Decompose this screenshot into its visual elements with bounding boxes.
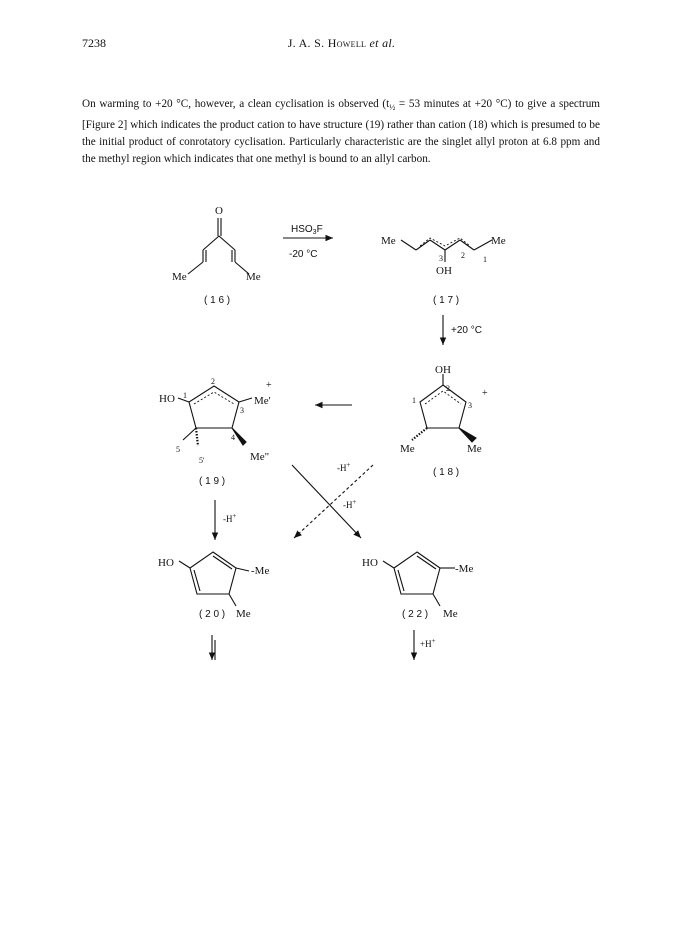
label-compound-20: ( 2 0 ) [199, 609, 226, 620]
half-life-subscript: ½ [389, 103, 396, 113]
atom-ho-22: HO [362, 557, 378, 569]
atom-me-18-right: Me [467, 443, 482, 455]
atom-o-16: O [215, 205, 223, 217]
atom-n1-18: 1 [412, 396, 416, 405]
running-head-authors: J. A. S. Howell [287, 36, 367, 50]
label-compound-16: ( 1 6 ) [204, 295, 231, 306]
label-plus-h-22: +H+ [420, 637, 436, 649]
atom-me-17-left: Me [381, 235, 396, 247]
compound-19-structure [178, 386, 252, 446]
running-head-etal: et al. [369, 36, 396, 50]
atom-me-20-right: -Me [251, 565, 270, 577]
compound-22-structure [383, 552, 455, 606]
charge-19: + [266, 380, 272, 391]
atom-me-18-left: Me [400, 443, 415, 455]
atom-n2-19: 2 [211, 377, 215, 386]
atom-oh-18: OH [435, 364, 451, 376]
page-number: 7238 [82, 36, 106, 50]
compound-17-structure [401, 238, 492, 262]
paragraph-part-1: On warming to +20 °C, however, a clean cyclisation is observed (t [82, 98, 390, 110]
atom-meprime-19: Me' [254, 395, 271, 407]
reagent-label: $HSO_3F$ [291, 224, 323, 236]
atom-n1-17: 1 [483, 255, 487, 264]
label-minus-h-dashed: -H+ [337, 461, 351, 473]
label-minus-h-19-20: -H+ [223, 512, 237, 524]
charge-18: + [482, 388, 488, 399]
atom-oh-17: OH [436, 265, 452, 277]
atom-n2-17: 2 [461, 251, 465, 260]
label-compound-18: ( 1 8 ) [433, 467, 460, 478]
atom-me-16-left: Me [172, 271, 187, 283]
atom-n2-18: 2 [446, 384, 450, 393]
atom-me-20-bottom: Me [236, 608, 251, 620]
label-compound-17: ( 1 7 ) [433, 295, 460, 306]
atom-n3-19: 3 [240, 406, 244, 415]
arrow-18-to-20 [294, 465, 373, 538]
atom-n3-17: 3 [439, 254, 443, 263]
atom-n4-19: 4 [231, 433, 235, 442]
label-minus-h-solid: -H+ [343, 498, 357, 510]
label-compound-19: ( 1 9 ) [199, 476, 226, 487]
temperature-low: -20 °C [289, 249, 318, 260]
atom-me-17-right: Me [491, 235, 506, 247]
atom-me-16-right: Me [246, 271, 261, 283]
atom-n3-18: 3 [468, 401, 472, 410]
compound-18-structure [412, 374, 476, 442]
atom-n5p-19: 5' [199, 456, 205, 465]
atom-n5-19: 5 [176, 445, 180, 454]
atom-me-22-right: -Me [455, 563, 474, 575]
atom-me-22-bottom: Me [443, 608, 458, 620]
atom-ho-19: HO [159, 393, 175, 405]
temperature-warm: +20 °C [451, 325, 482, 336]
paragraph-part-2: = 53 minutes at +20 °C) to give a spectrum [Figure 2] which indicates the product cation to have structure (19) rather than cation (18) which is presumed to be the initial product of conrotatory cyclisation. Particularly characteristic are the singlet allyl proton at 6.8 ppm and the methyl region which indicates that one methyl is bound to an allyl carbon. [82, 98, 601, 166]
label-compound-22: ( 2 2 ) [402, 609, 429, 620]
compound-16-structure [188, 218, 249, 274]
compound-20-structure [179, 552, 249, 606]
atom-medprime-19: Me" [250, 451, 270, 463]
atom-n1-19: 1 [183, 391, 187, 400]
atom-ho-20: HO [158, 557, 174, 569]
